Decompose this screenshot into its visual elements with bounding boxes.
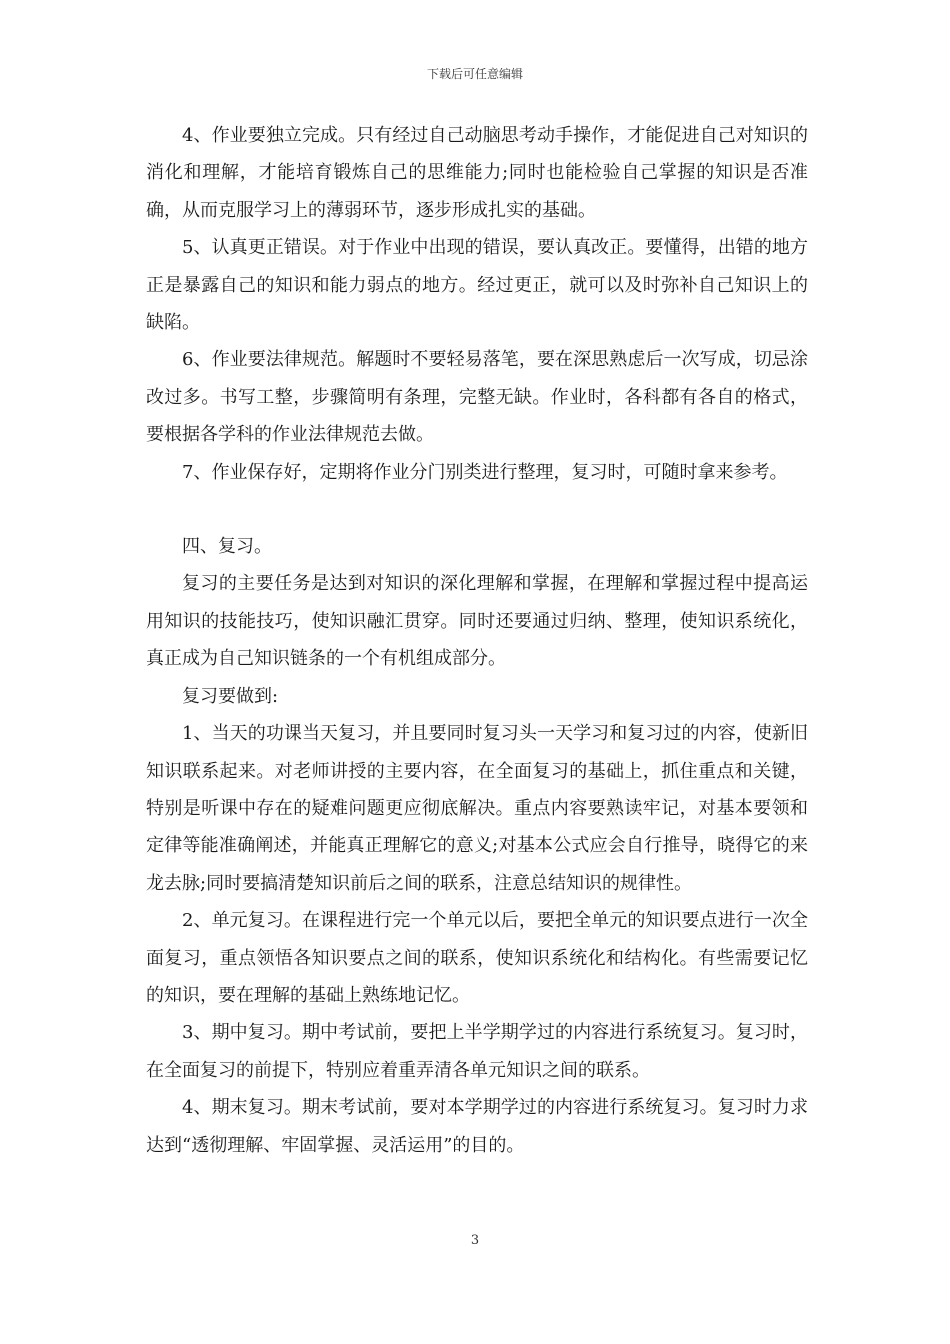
page-number: 3 (470, 1233, 480, 1248)
paragraph-correct-errors: 5、认真更正错误。对于作业中出现的错误，要认真改正。要懂得，出错的地方正是暴露自己的知识和能力弱点的地方。经过更正，就可以及时弥补自己知识上的缺陷。 (146, 237, 808, 334)
paragraph-final-review: 4、期末复习。期末考试前，要对本学期学过的内容进行系统复习。复习时力求达到“透彻理解、牢固掌握、灵活运用”的目的。 (146, 1097, 808, 1156)
paragraph-review-requirements: 复习要做到: (182, 685, 279, 707)
section-heading-review: 四、复习。 (182, 536, 272, 558)
page-header: 下载后可任意编辑 (426, 67, 523, 81)
paragraph-keep-homework: 7、作业保存好，定期将作业分门别类进行整理，复习时，可随时拿来参考。 (182, 461, 788, 483)
paragraph-review-purpose: 复习的主要任务是达到对知识的深化理解和掌握，在理解和掌握过程中提高运用知识的技能技巧，使知识融汇贯穿。同时还要通过归纳、整理，使知识系统化，真正成为自己知识链条的一个有机组成部分。 (146, 573, 808, 670)
section-spacer (146, 491, 808, 528)
paragraph-homework-standards: 6、作业要法律规范。解题时不要轻易落笔，要在深思熟虑后一次写成，切忌涂改过多。书写工整，步骤简明有条理，完整无缺。作业时，各科都有各自的格式，要根据各学科的作业法律规范去做。 (146, 349, 808, 446)
paragraph-unit-review: 2、单元复习。在课程进行完一个单元以后，要把全单元的知识要点进行一次全面复习，重点领悟各知识要点之间的联系，使知识系统化和结构化。有些需要记忆的知识，要在理解的基础上熟练地记忆。 (146, 910, 808, 1006)
paragraph-homework-independent: 4、作业要独立完成。只有经过自己动脑思考动手操作，才能促进自己对知识的消化和理解，才能培育锻炼自己的思维能力;同时也能检验自己掌握的知识是否准确，从而克服学习上的薄弱环节，逐步形成扎实的基础。 (146, 125, 808, 221)
paragraph-midterm-review: 3、期中复习。期中考试前，要把上半学期学过的内容进行系统复习。复习时，在全面复习的前提下，特别应着重弄清各单元知识之间的联系。 (146, 1022, 808, 1081)
document-body (146, 117, 808, 1164)
paragraph-daily-review: 1、当天的功课当天复习，并且要同时复习头一天学习和复习过的内容，使新旧知识联系起来。对老师讲授的主要内容，在全面复习的基础上，抓住重点和关键，特别是听课中存在的疑难问题更应彻底解决。重点内容要熟读牢记，对基本要领和定律等能准确阐述，并能真正理解它的意义;对基本公式应会自行推导，晓得它的来龙去脉;同时要搞清楚知识前后之间的联系，注意总结知识的规律性。 (146, 723, 808, 894)
